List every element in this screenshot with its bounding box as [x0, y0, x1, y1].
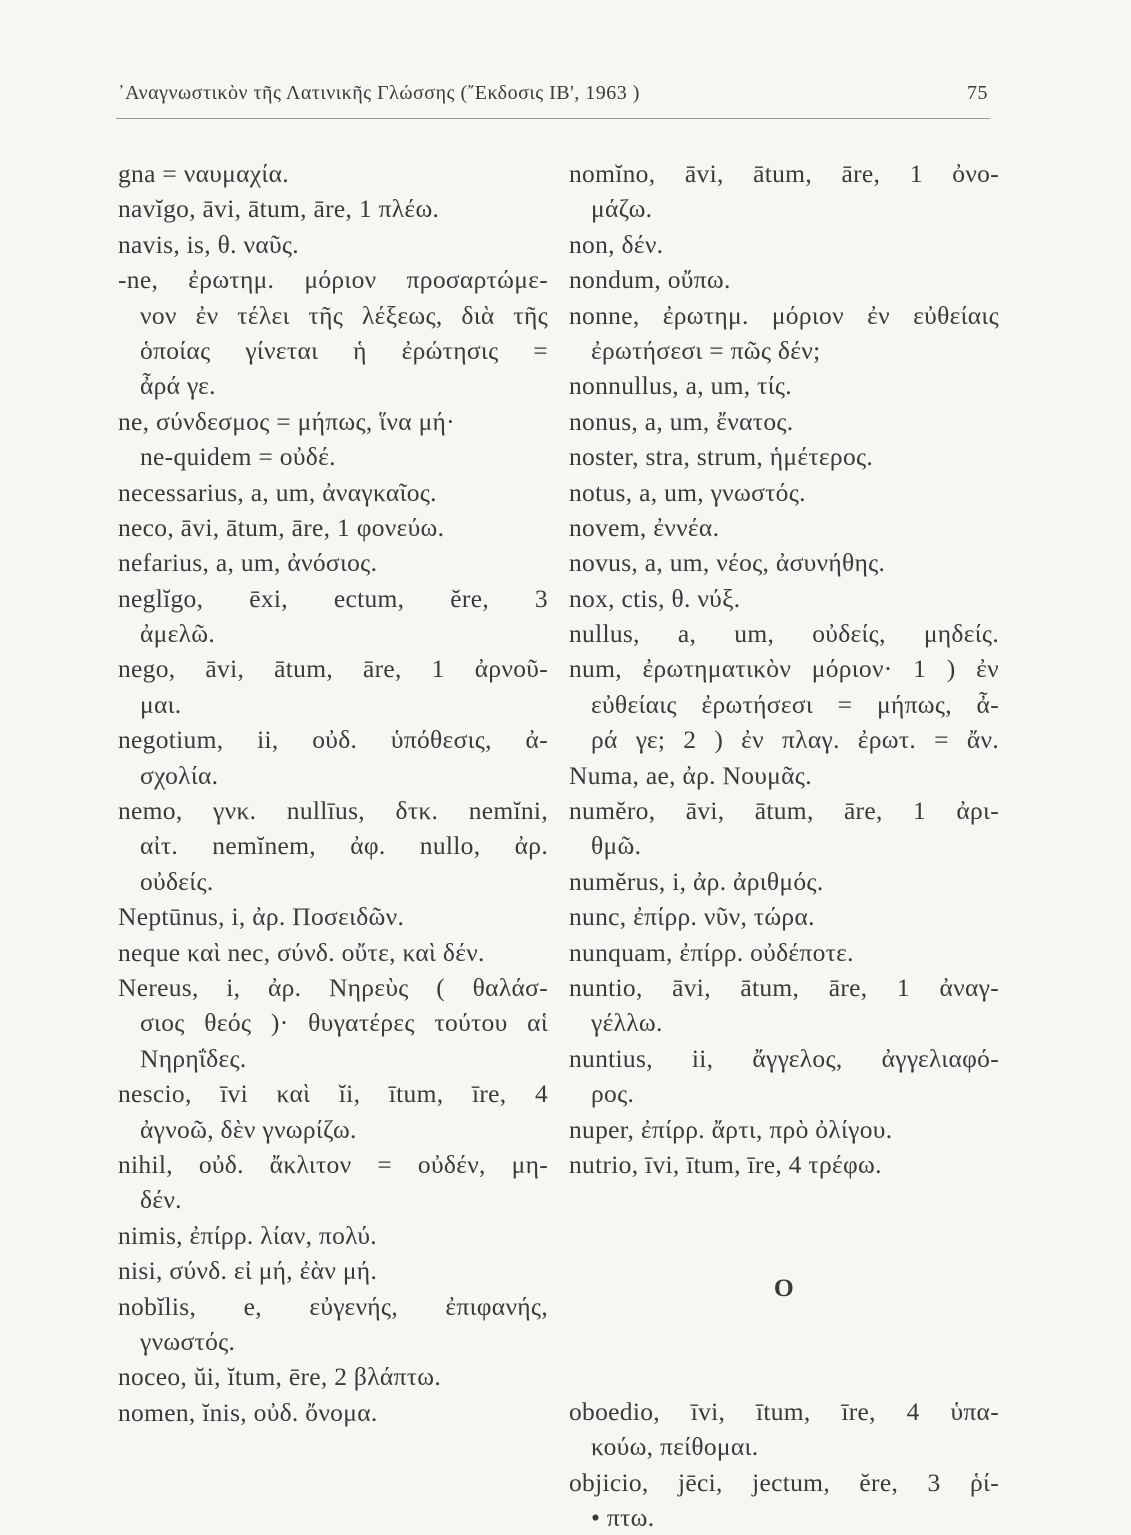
dictionary-line: nunquam, ἐπίρρ. οὐδέποτε. [569, 937, 854, 967]
dictionary-line: αἰτ. nemĭnem, ἀφ. nullo, ἀρ. [140, 831, 548, 861]
dictionary-line: noceo, ŭi, ĭtum, ēre, 2 βλάπτω. [118, 1362, 442, 1392]
section-gap-top [569, 1182, 999, 1270]
running-header [118, 82, 990, 112]
dictionary-line: neque καὶ nec, σύνδ. οὔτε, καὶ δέν. [118, 937, 485, 967]
page-number: 75 [967, 82, 988, 104]
dictionary-line: numĕro, āvi, ātum, āre, 1 ἀρι- [569, 796, 999, 826]
dictionary-line: σιος θεός )· θυγατέρες τούτου αἱ [140, 1008, 548, 1038]
section-gap-bottom [569, 1306, 999, 1394]
dictionary-line: nuntius, ii, ἄγγελος, ἀγγελιαφό- [569, 1043, 999, 1073]
left-column [118, 156, 548, 1430]
dictionary-line: nihil, οὐδ. ἄκλιτον = οὐδέν, μη- [118, 1149, 548, 1179]
dictionary-line: negotium, ii, οὐδ. ὑπόθεσις, ἀ- [118, 725, 548, 755]
dictionary-line: novem, ἐννέα. [569, 512, 720, 542]
dictionary-line: nonne, ἐρωτημ. μόριον ἐν εὐθείαις [569, 300, 999, 330]
dictionary-line: ἀγνοῶ, δὲν γνωρίζω. [140, 1114, 357, 1144]
dictionary-line: οὐδείς. [140, 866, 214, 896]
dictionary-line: neglĭgo, ēxi, ectum, ĕre, 3 [118, 583, 548, 613]
dictionary-line: non, δέν. [569, 229, 664, 259]
dictionary-line: nondum, οὔπω. [569, 265, 731, 295]
dictionary-line: nonnullus, a, um, τίς. [569, 371, 792, 401]
dictionary-line: nunc, ἐπίρρ. νῦν, τώρα. [569, 902, 815, 932]
dictionary-line: nutrio, īvi, ītum, īre, 4 τρέφω. [569, 1149, 882, 1179]
dictionary-line: γνωστός. [140, 1326, 236, 1356]
dictionary-line: • πτω. [591, 1502, 655, 1532]
dictionary-line: necessarius, a, um, ἀναγκαῖος. [118, 477, 437, 507]
dictionary-line: nonus, a, um, ἔνατος. [569, 406, 794, 436]
dictionary-line: ὁποίας γίνεται ἡ ἐρώτησις = [140, 335, 548, 365]
dictionary-line: nego, āvi, ātum, āre, 1 ἀρνοῦ- [118, 654, 548, 684]
dictionary-line: noster, stra, strum, ἡμέτερος. [569, 442, 874, 472]
dictionary-line: Νηρηΐδες. [140, 1043, 247, 1073]
right-column-entries-n [569, 156, 999, 1182]
dictionary-line: ρά γε; 2 ) ἐν πλαγ. ἐρωτ. = ἄν. [591, 725, 999, 755]
dictionary-line: nisi, σύνδ. εἰ μή, ἐὰν μή. [118, 1256, 378, 1286]
dictionary-line: γέλλω. [591, 1008, 663, 1038]
dictionary-line: gna = ναυμαχία. [118, 159, 289, 188]
header-rule [116, 118, 990, 119]
dictionary-line: navĭgo, āvi, ātum, āre, 1 πλέω. [118, 194, 440, 224]
dictionary-line: nomen, ĭnis, οὐδ. ὄνομα. [118, 1397, 378, 1427]
dictionary-line: μάζω. [591, 194, 653, 224]
right-column-entries-o [569, 1394, 999, 1535]
dictionary-line: navis, is, θ. ναῦς. [118, 229, 299, 259]
dictionary-line: νον ἐν τέλει τῆς λέξεως, διὰ τῆς [140, 300, 548, 330]
dictionary-line: notus, a, um, γνωστός. [569, 477, 806, 507]
dictionary-line: θμῶ. [591, 831, 642, 861]
dictionary-line: numĕrus, i, ἀρ. ἀριθμός. [569, 866, 824, 896]
dictionary-line: nescio, īvi καὶ ĭi, ītum, īre, 4 [118, 1079, 548, 1109]
dictionary-line: nuntio, āvi, ātum, āre, 1 ἀναγ- [569, 972, 999, 1002]
dictionary-line: nuper, ἐπίρρ. ἄρτι, πρὸ ὀλίγου. [569, 1114, 893, 1144]
dictionary-line: Numa, ae, ἀρ. Νουμᾶς. [569, 760, 812, 790]
dictionary-line: ἀμελῶ. [140, 619, 216, 649]
right-column [569, 156, 999, 1535]
dictionary-line: -ne, ἐρωτημ. μόριον προσαρτώμε- [118, 265, 548, 295]
dictionary-line: neco, āvi, ātum, āre, 1 φονεύω. [118, 512, 445, 542]
dictionary-line: δέν. [140, 1185, 182, 1215]
dictionary-line: εὐθείαις ἐρωτήσεσι = μήπως, ἆ- [591, 689, 999, 719]
dictionary-line: σχολία. [140, 760, 219, 790]
dictionary-line: ρος. [591, 1079, 635, 1109]
dictionary-line: ἐρωτήσεσι = πῶς δέν; [591, 335, 821, 365]
dictionary-line: nefarius, a, um, ἀνόσιος. [118, 548, 378, 578]
dictionary-line: nimis, ἐπίρρ. λίαν, πολύ. [118, 1220, 377, 1250]
dictionary-line: ne-quidem = οὐδέ. [140, 442, 336, 472]
running-title: ᾿Αναγνωστικὸν τῆς Λατινικῆς Γλώσσης (῎Εκδοσις ΙΒ', 1963 ) [118, 82, 640, 104]
dictionary-line: objicio, jēci, jectum, ĕre, 3 ῥί- [569, 1467, 999, 1497]
dictionary-line: num, ἐρωτηματικὸν μόριον· 1 ) ἐν [569, 654, 999, 684]
dictionary-line: nullus, a, um, οὐδείς, μηδείς. [569, 619, 999, 649]
dictionary-line: Neptūnus, i, ἀρ. Ποσειδῶν. [118, 902, 405, 932]
section-heading-o: O [773, 1273, 795, 1303]
dictionary-line: novus, a, um, νέος, ἀσυνήθης. [569, 548, 886, 578]
dictionary-line: ne, σύνδεσμος = μήπως, ἵνα μή· [118, 406, 455, 436]
dictionary-line: oboedio, īvi, ītum, īre, 4 ὑπα- [569, 1396, 999, 1426]
dictionary-line: μαι. [140, 689, 182, 719]
dictionary-line: Nereus, i, ἀρ. Νηρεὺς ( θαλάσ- [118, 972, 548, 1002]
dictionary-line: nemo, γνκ. nullīus, δτκ. nemĭni, [118, 796, 548, 826]
dictionary-line: nobĭlis, e, εὐγενής, ἐπιφανής, [118, 1291, 548, 1321]
dictionary-line: nox, ctis, θ. νύξ. [569, 583, 741, 613]
dictionary-line: nomĭno, āvi, ātum, āre, 1 ὀνο- [569, 159, 999, 188]
dictionary-line: κούω, πείθομαι. [591, 1432, 759, 1462]
dictionary-line: ἆρά γε. [140, 371, 216, 401]
